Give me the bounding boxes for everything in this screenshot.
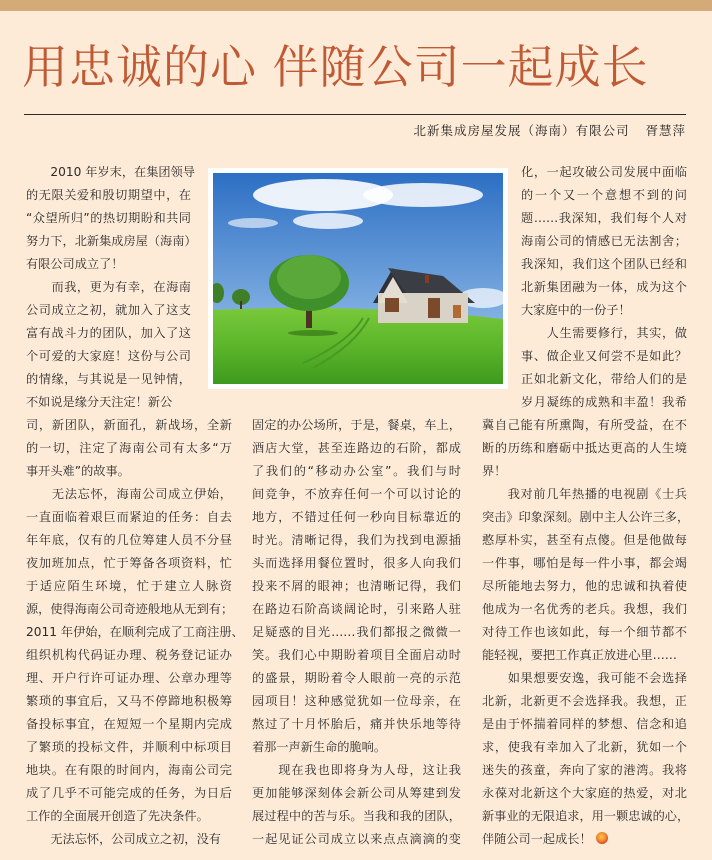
text-line: 时光。清晰记得，我们为找到电源插 — [252, 533, 461, 547]
text-line: 着那一声新生命的脆响。 — [252, 740, 387, 754]
text-line: 2011 年伊始，在顺利完成了工商注册、 — [26, 625, 244, 639]
title-divider — [24, 114, 686, 115]
text-line: 是由于怀揣着同样的梦想、信念和追 — [482, 717, 687, 731]
text-line: 酒店大堂，甚至连路边的石阶，都成 — [252, 441, 461, 455]
text-line: 我深知，我们这个团队已经和 — [521, 257, 687, 271]
text-line: 努力下，北新集成房屋（海南） — [26, 234, 197, 248]
text-line-final — [482, 829, 687, 849]
text-line: 年年底，仅有的几位筹建人员不分昼 — [26, 533, 232, 547]
text-line: 理、开户行许可证办理、公章办理等 — [26, 671, 232, 685]
text-line: 对待工作也该如此，每一个细节都不 — [482, 625, 687, 639]
text-line: 2010 年岁末，在集团领导 — [26, 165, 195, 179]
text-line: 尽所能地去努力，他的忠诚和执着使 — [482, 579, 687, 593]
text-line: 于适应陌生环境，忙于建立人脉资 — [26, 579, 232, 593]
text-line: 足疑惑的目光……我们都报之微微一 — [252, 625, 461, 639]
text-line: 备投标事宜，在短短一个星期内完成 — [26, 717, 232, 731]
text-line: 个可爱的大家庭！这份与公司 — [26, 349, 191, 363]
text-line: 人生需要修行，其实，做 — [521, 326, 687, 340]
text-line: 的无限关爱和殷切期望中，在 — [26, 188, 191, 202]
text-line: 海南公司的情感已无法割舍； — [521, 234, 687, 248]
text-line: 北新集团融为一体，成为这个 — [521, 280, 687, 294]
text-line: 间竞争，不放弃任何一个可以讨论的 — [252, 487, 461, 501]
text-line: 熬过了十月怀胎后，痛并快乐地等待 — [252, 717, 461, 731]
text-line: 界！ — [482, 464, 507, 478]
text-line: 事、做企业又何尝不是如此？ — [521, 349, 687, 363]
byline-author: 胥慧萍 — [645, 123, 686, 138]
text-line: 无法忘怀，海南公司成立伊始， — [26, 487, 232, 501]
byline-company: 北新集成房屋发展（海南）有限公司 — [413, 123, 630, 138]
text-line: 源，使得海南公司奇迹般地从无到有； — [26, 602, 234, 616]
text-line: 无法忘怀，公司成立之初，没有 — [26, 832, 221, 846]
text-line: 冀自己能有所熏陶，有所受益，在不 — [482, 418, 687, 432]
text-line: 能轻视，要把工作真正放进心里…… — [482, 648, 677, 662]
text-line: 公司成立之初，就加入了这支 — [26, 303, 191, 317]
landscape-photo-icon — [213, 173, 503, 384]
byline — [413, 121, 686, 139]
text-line: 地方，不错过任何一秒向目标靠近的 — [252, 510, 461, 524]
text-line: 投来不屑的眼神；也清晰记得，我们 — [252, 579, 461, 593]
text-line: 求，使我有幸加入了北新，犹如一个 — [482, 740, 687, 754]
text-line: 成了几乎不可能完成的任务，为日后 — [26, 786, 232, 800]
text-line: 现在我也即将身为人母，这让我 — [252, 763, 461, 777]
text-line: 的盛景，期盼着令人眼前一亮的示范 — [252, 671, 461, 685]
text-line: 的一个又一个意想不到的问 — [521, 188, 687, 202]
text-line: 司，新团队，新面孔，新战场，全新 — [26, 418, 232, 432]
text-line: 事开头难”的故事。 — [26, 464, 130, 478]
text-line: 有限公司成立了！ — [26, 257, 124, 271]
text-line: 更加能够深刻体会新公司从筹建到发 — [252, 786, 461, 800]
text-line: 头而选择用餐位置时，很多人向我们 — [252, 556, 461, 570]
text-line: 新事业的无限追求，用一颗忠诚的心， — [482, 809, 690, 823]
text-line: 展过程中的苦与乐。当我和我的团队， — [252, 809, 461, 823]
text-line: 迷失的孩童，奔向了家的港湾。我将 — [482, 763, 687, 777]
text-line: 在路边石阶高谈阔论时，引来路人驻 — [252, 602, 461, 616]
text-line: 一起见证公司成立以来点点滴滴的变 — [252, 832, 461, 846]
text-line: 题……我深知，我们每个人对 — [521, 211, 687, 225]
final-sentence: 伴随公司一起成长！ — [482, 832, 592, 846]
text-line: 大家庭中的一份子！ — [521, 303, 631, 317]
text-line: 富有战斗力的团队，加入了这 — [26, 326, 191, 340]
company-logo-icon — [596, 832, 608, 844]
text-line: 地块。在有限的时间内，海南公司完 — [26, 763, 232, 777]
text-line: 永葆对北新这个大家庭的热爱，对北 — [482, 786, 687, 800]
text-line: 笑。我们心中期盼着项目全面启动时 — [252, 648, 461, 662]
top-color-bar — [0, 0, 712, 11]
text-line: 突击》印象深刻。剧中主人公许三多， — [482, 510, 690, 524]
text-line: 了我们的“移动办公室”。我们与时 — [252, 464, 461, 478]
text-line: 组织机构代码证办理、税务登记证办 — [26, 648, 232, 662]
text-line: 园项目！这种感觉犹如一位母亲，在 — [252, 694, 461, 708]
text-line: 断的历练和磨砺中抵达更高的人生境 — [482, 441, 687, 455]
text-line: 北新，北新更不会选择我。我想，正 — [482, 694, 687, 708]
text-line: 而我，更为有幸，在海南 — [26, 280, 191, 294]
text-line: 我对前几年热播的电视剧《士兵 — [482, 487, 687, 501]
text-line: 正如北新文化，带给人们的是 — [521, 372, 687, 386]
text-line: 固定的办公场所，于是，餐桌，车上， — [252, 418, 461, 432]
text-line: 岁月凝练的成熟和丰盈！我希 — [521, 395, 687, 409]
text-line: 夜加班加点，忙于筹备各项资料，忙 — [26, 556, 232, 570]
article-title: 用忠诚的心 伴随公司一起成长 — [22, 40, 649, 94]
text-line: 了繁琐的投标文件，并顺利中标项目 — [26, 740, 232, 754]
text-line: 的一切，注定了海南公司有太多“万 — [26, 441, 232, 455]
text-line: 如果想要安逸，我可能不会选择 — [482, 671, 687, 685]
text-line: 憨厚朴实，甚至有点傻。但是他做每 — [482, 533, 687, 547]
text-line: 不如说是缘分天注定！新公 — [26, 395, 173, 409]
article-photo — [208, 168, 508, 389]
text-line: 繁琐的事宜后，又马不停蹄地积极筹 — [26, 694, 232, 708]
text-line: “众望所归”的热切期盼和共同 — [26, 211, 191, 225]
text-line: 工作的全面展开创造了先决条件。 — [26, 809, 209, 823]
text-line: 一直面临着艰巨而紧迫的任务：自去 — [26, 510, 232, 524]
text-line: 的情缘，与其说是一见钟情， — [26, 372, 191, 386]
text-line: 他成为一名优秀的老兵。我想，我们 — [482, 602, 687, 616]
text-line: 一件事，哪怕是每一件小事，都会竭 — [482, 556, 687, 570]
text-line: 化，一起攻破公司发展中面临 — [521, 165, 687, 179]
